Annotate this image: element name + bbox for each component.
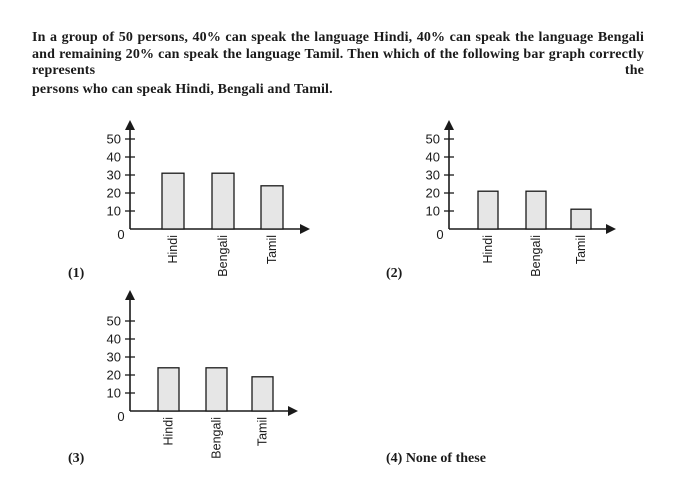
y-tick-label: 10 (425, 203, 440, 219)
origin-label: 0 (117, 409, 125, 424)
y-tick-label: 30 (425, 167, 440, 183)
category-label-tamil: Tamil (265, 235, 279, 265)
bar-graph-2 (426, 120, 616, 277)
bar-hindi (158, 368, 179, 411)
category-label-bengali: Bengali (216, 235, 230, 277)
category-label-hindi: Hindi (161, 417, 176, 446)
x-axis-arrowhead (300, 224, 310, 234)
y-tick-label: 20 (106, 367, 121, 383)
y-tick-label: 40 (425, 149, 440, 165)
bar-tamil (571, 209, 591, 229)
y-tick-label: 30 (106, 349, 121, 365)
origin-label: 0 (436, 227, 444, 242)
category-label-hindi: Hindi (481, 235, 495, 264)
question-text-last-line: persons who can speak Hindi, Bengali and Tamil. (32, 82, 333, 97)
bar-graph-1 (107, 120, 310, 277)
y-axis-arrowhead (125, 290, 135, 300)
bar-bengali (212, 173, 234, 229)
origin-label: 0 (117, 227, 125, 242)
y-axis-arrowhead (125, 120, 135, 130)
y-tick-label: 50 (425, 131, 440, 147)
y-tick-label: 40 (106, 331, 121, 347)
bar-tamil (252, 377, 273, 411)
x-axis-arrowhead (606, 224, 616, 234)
option-4-label: (4) None of these (386, 451, 486, 466)
question-text: In a group of 50 persons, 40% can speak the language Hindi, 40% can speak the language Bengali and remaining 20% can speak the language Tamil. Then which of the following bar graph correctly represents the (32, 30, 644, 78)
option-1-label: (1) (68, 266, 85, 281)
y-tick-label: 20 (425, 185, 440, 201)
category-label-tamil: Tamil (574, 235, 588, 265)
option-2-label: (2) (386, 266, 403, 281)
category-label-tamil: Tamil (255, 417, 270, 447)
y-tick-label: 20 (106, 185, 121, 201)
bar-bengali (206, 368, 227, 411)
category-label-bengali: Bengali (529, 235, 543, 277)
bar-graph-3 (107, 290, 298, 459)
y-tick-label: 10 (106, 385, 121, 401)
category-label-bengali: Bengali (209, 417, 224, 459)
y-axis-arrowhead (444, 120, 454, 130)
bar-tamil (261, 186, 283, 229)
x-axis-arrowhead (288, 406, 298, 416)
y-tick-label: 50 (106, 313, 121, 329)
y-tick-label: 10 (106, 203, 121, 219)
y-tick-label: 50 (106, 131, 121, 147)
bar-hindi (162, 173, 184, 229)
option-3-label: (3) (68, 451, 85, 466)
bar-hindi (478, 191, 498, 229)
y-tick-label: 30 (106, 167, 121, 183)
y-tick-label: 40 (106, 149, 121, 165)
category-label-hindi: Hindi (166, 235, 180, 264)
bar-bengali (526, 191, 546, 229)
